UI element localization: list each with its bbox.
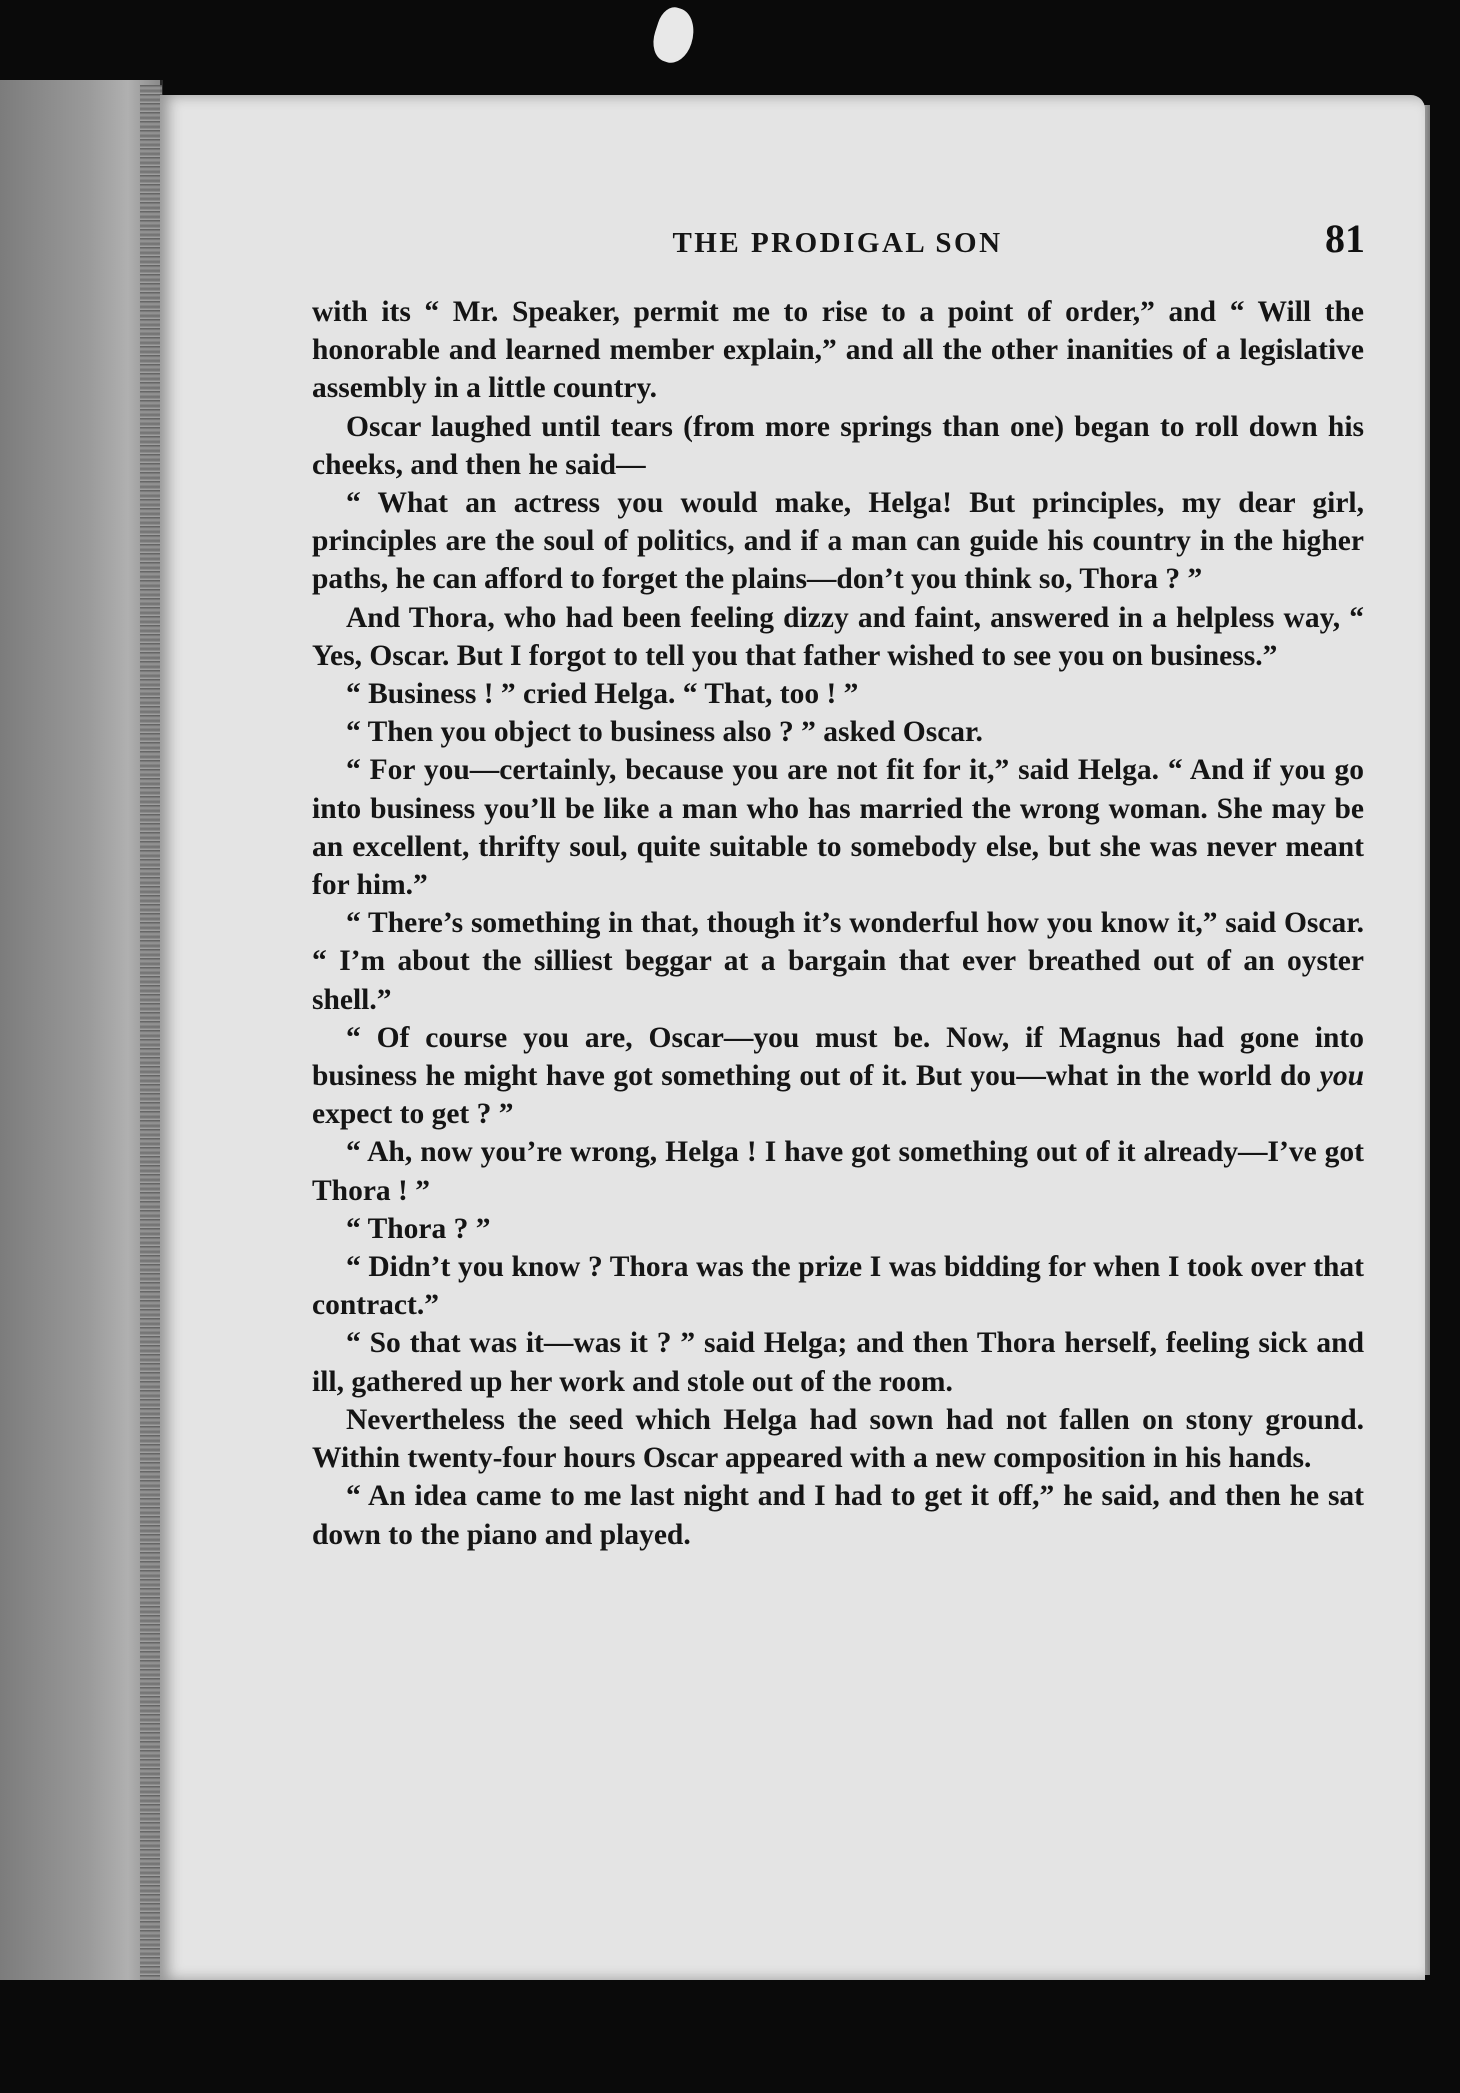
paragraph: “ What an actress you would make, Helga! But principles, my dear girl, principles are the soul of politics, and if a man can guide his country in the higher paths, he can afford to forget the plains—don’t you think so, Thora ? ”: [312, 487, 1364, 596]
running-head: THE PRODIGAL SON: [672, 227, 1003, 259]
paragraph: “ There’s something in that, though it’s wonderful how you know it,” said Oscar. “ I’m about the silliest beggar at a bargain that ever breathed out of an oyster shell.”: [312, 907, 1364, 1016]
body-text: [312, 293, 1364, 1554]
paragraph: “ An idea came to me last night and I had to get it off,” he said, and then he sat down to the piano and played.: [312, 1480, 1364, 1551]
paragraph-text: “ Of course you are, Oscar—you must be. Now, if Magnus had gone into business he might have got something out of it. But you—what in the world do: [312, 1021, 1364, 1093]
paragraph-text: expect to get ? ”: [312, 1098, 514, 1131]
paragraph: “ For you—certainly, because you are not fit for it,” said Helga. “ And if you go into business you’ll be like a man who has married the wrong woman. She may be an excellent, thrifty soul, quite suitable to somebody else, but she was never meant for him.”: [312, 754, 1364, 902]
paragraph: “ Business ! ” cried Helga. “ That, too ! ”: [346, 678, 859, 711]
paragraph: “ Then you object to business also ? ” asked Oscar.: [346, 716, 983, 749]
paragraph: with its “ Mr. Speaker, permit me to rise to a point of order,” and “ Will the honorable and learned member explain,” and all the other inanities of a legislative assembly in a little country.: [312, 296, 1364, 405]
book-page: [160, 95, 1425, 1980]
emphasized-word: you: [1319, 1060, 1364, 1093]
paragraph: Oscar laughed until tears (from more springs than one) began to roll down his cheeks, and then he said—: [312, 410, 1364, 481]
paragraph: “ Thora ? ”: [346, 1212, 491, 1245]
scan-speck: [647, 3, 700, 67]
paragraph: “ Ah, now you’re wrong, Helga ! I have got something out of it already—I’ve got Thora ! ”: [312, 1136, 1364, 1207]
page-header: [310, 215, 1365, 275]
paragraph: “ So that was it—was it ? ” said Helga; and then Thora herself, feeling sick and ill, gathered up her work and stole out of the room.: [312, 1327, 1364, 1398]
paragraph: “ Didn’t you know ? Thora was the prize I was bidding for when I took over that contract.”: [312, 1251, 1364, 1322]
paragraph: [312, 1019, 1364, 1134]
book-binding: [140, 85, 162, 1980]
paragraph: Nevertheless the seed which Helga had sown had not fallen on stony ground. Within twenty-four hours Oscar appeared with a new composition in his hands.: [312, 1403, 1364, 1475]
facing-page-edge: [0, 80, 163, 1980]
page-number: 81: [1325, 216, 1365, 261]
paragraph: And Thora, who had been feeling dizzy and faint, answered in a helpless way, “ Yes, Oscar. But I forgot to tell you that father wished to see you on business.”: [312, 601, 1364, 672]
